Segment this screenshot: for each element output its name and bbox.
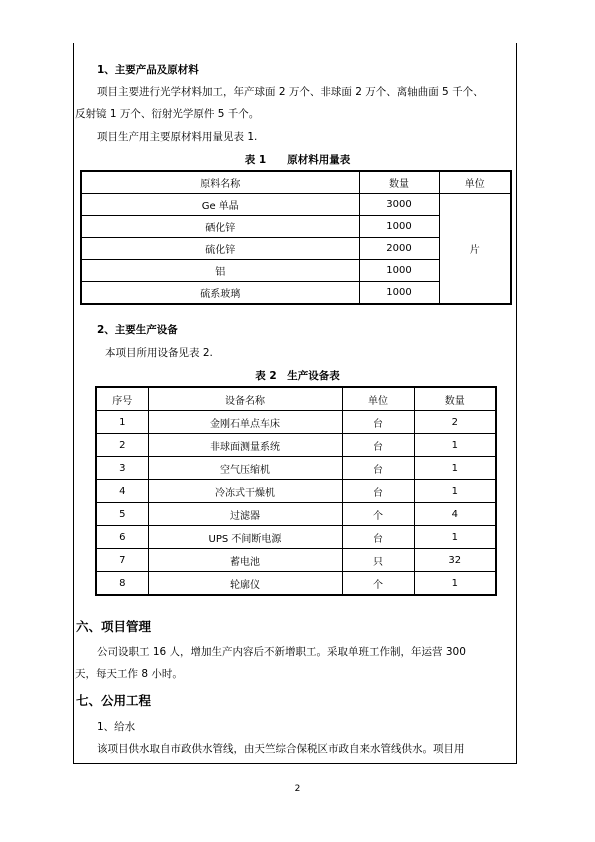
material-name: 硫系玻璃 — [81, 282, 359, 305]
material-quantity: 1000 — [359, 282, 439, 305]
raw-materials-table — [80, 170, 512, 305]
table-row — [96, 549, 496, 572]
material-name: 铝 — [81, 260, 359, 282]
equipment-unit: 台 — [342, 434, 414, 457]
material-quantity: 3000 — [359, 194, 439, 216]
header-quantity: 数量 — [414, 387, 496, 411]
section7-heading: 七、公用工程 — [76, 693, 152, 708]
section2-heading: 2、主要生产设备 — [97, 324, 178, 336]
page-number: 2 — [294, 784, 301, 794]
table-row — [96, 434, 496, 457]
material-quantity: 2000 — [359, 238, 439, 260]
equipment-unit: 台 — [342, 457, 414, 480]
equipment-no: 1 — [96, 411, 148, 434]
equipment-no: 2 — [96, 434, 148, 457]
section1-para2: 项目生产用主要原材料用量见表 1. — [97, 131, 258, 143]
section6-heading: 六、项目管理 — [76, 619, 152, 634]
equipment-name: 空气压缩机 — [148, 457, 342, 480]
equipment-quantity: 1 — [414, 480, 496, 503]
section7-sub1: 1、给水 — [97, 721, 136, 733]
header-material-name: 原料名称 — [81, 171, 359, 194]
material-unit: 片 — [439, 194, 511, 305]
table-row — [96, 480, 496, 503]
equipment-quantity: 32 — [414, 549, 496, 572]
equipment-no: 5 — [96, 503, 148, 526]
table-row — [96, 572, 496, 596]
equipment-unit: 台 — [342, 526, 414, 549]
table-row — [81, 194, 511, 216]
section6-para-line2: 天，每天工作 8 小时。 — [75, 668, 183, 680]
table-row — [96, 411, 496, 434]
material-name: Ge 单晶 — [81, 194, 359, 216]
material-name: 硫化锌 — [81, 238, 359, 260]
equipment-unit: 只 — [342, 549, 414, 572]
equipment-name: 冷冻式干燥机 — [148, 480, 342, 503]
equipment-no: 8 — [96, 572, 148, 596]
equipment-name: 蓄电池 — [148, 549, 342, 572]
equipment-unit: 个 — [342, 572, 414, 596]
section1-para1-line2: 反射镜 1 万个、衍射光学原件 5 千个。 — [75, 108, 260, 120]
table-header-row — [81, 171, 511, 194]
section1-heading: 1、主要产品及原材料 — [97, 64, 199, 76]
equipment-unit: 个 — [342, 503, 414, 526]
equipment-table — [95, 386, 497, 596]
equipment-quantity: 1 — [414, 526, 496, 549]
equipment-no: 6 — [96, 526, 148, 549]
equipment-quantity: 1 — [414, 434, 496, 457]
equipment-unit: 台 — [342, 480, 414, 503]
equipment-quantity: 1 — [414, 572, 496, 596]
material-quantity: 1000 — [359, 260, 439, 282]
equipment-name: UPS 不间断电源 — [148, 526, 342, 549]
equipment-unit: 台 — [342, 411, 414, 434]
table1-caption: 表 1 原材料用量表 — [244, 154, 351, 166]
equipment-quantity: 1 — [414, 457, 496, 480]
equipment-name: 过滤器 — [148, 503, 342, 526]
equipment-no: 4 — [96, 480, 148, 503]
equipment-no: 3 — [96, 457, 148, 480]
table-header-row — [96, 387, 496, 411]
table-row — [96, 526, 496, 549]
equipment-name: 金刚石单点车床 — [148, 411, 342, 434]
table-row — [96, 503, 496, 526]
section7-para: 该项目供水取自市政供水管线，由天竺综合保税区市政自来水管线供水。项目用 — [97, 743, 465, 755]
section2-para: 本项目所用设备见表 2. — [105, 347, 213, 359]
header-quantity: 数量 — [359, 171, 439, 194]
material-quantity: 1000 — [359, 216, 439, 238]
equipment-name: 非球面测量系统 — [148, 434, 342, 457]
header-unit: 单位 — [342, 387, 414, 411]
header-equipment-name: 设备名称 — [148, 387, 342, 411]
header-unit: 单位 — [439, 171, 511, 194]
table-row — [96, 457, 496, 480]
section1-para1-line1: 项目主要进行光学材料加工，年产球面 2 万个、非球面 2 万个、离轴曲面 5 千个、 — [97, 86, 484, 98]
equipment-name: 轮廓仪 — [148, 572, 342, 596]
equipment-quantity: 4 — [414, 503, 496, 526]
material-name: 硒化锌 — [81, 216, 359, 238]
table2-caption: 表 2 生产设备表 — [255, 370, 340, 382]
equipment-quantity: 2 — [414, 411, 496, 434]
header-no: 序号 — [96, 387, 148, 411]
equipment-no: 7 — [96, 549, 148, 572]
section6-para-line1: 公司设职工 16 人，增加生产内容后不新增职工。采取单班工作制，年运营 300 — [97, 646, 466, 658]
